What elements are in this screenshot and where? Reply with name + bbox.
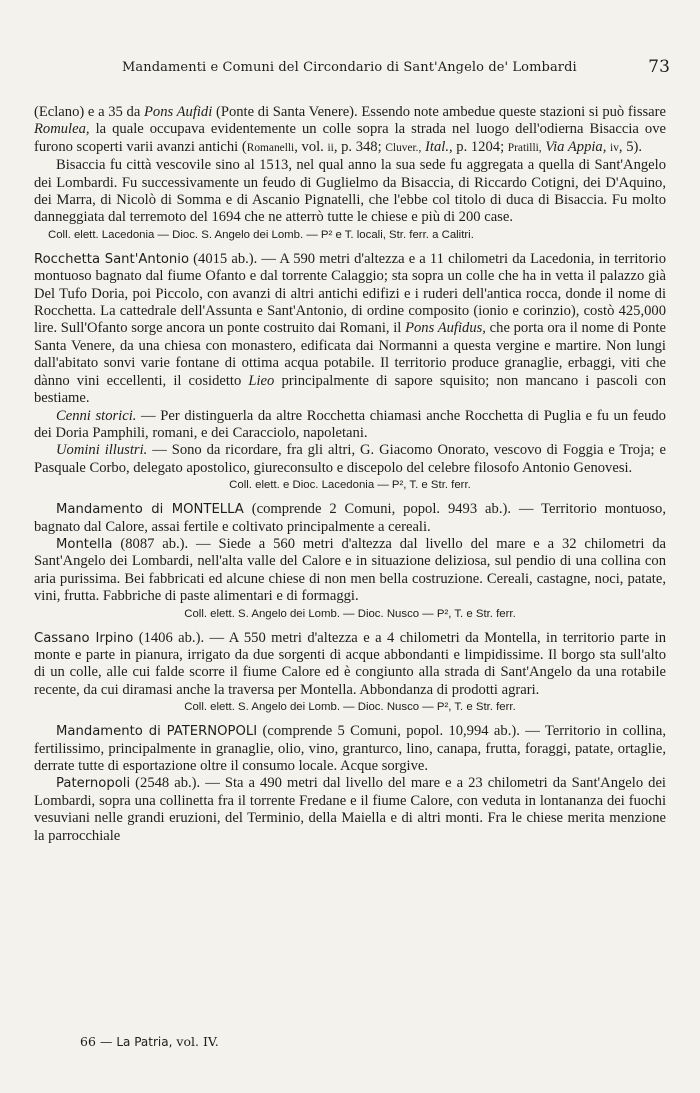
entry-mandamento-montella: Mandamento di MONTELLA (comprende 2 Comuni, popol. 9493 ab.). — Territorio montuoso, bagnato dal Calore, assai fertile e coltivato principalmente a cereali. (34, 501, 666, 535)
note-bisaccia: Coll. elett. Lacedonia — Dioc. S. Angelo dei Lomb. — P² e T. locali, Str. ferr. a Calitri. (48, 228, 474, 241)
entry-title-cassano: Cassano Irpino (34, 630, 134, 646)
entry-title-mandamento-montella: Mandamento di MONTELLA (56, 502, 244, 518)
page-footer (80, 1034, 219, 1049)
paragraph-cenni-storici: Cenni storici. — Per distinguerla da altre Rocchetta chiamasi anche Rocchetta di Puglia e fu un feudo dei Doria Pamphili, romani, e dei Caracciolo, napoletani. (34, 407, 666, 441)
entry-title-mandamento-paternopoli: Mandamento di PATERNOPOLI (56, 724, 258, 740)
entry-montella: Montella (8087 ab.). — Siede a 560 metri d'altezza dal livello del mare e a 32 chilometri da Sant'Angelo dei Lombardi, nell'alta valle del Calore e in situazione deliziosa, sul pendio di una collina con aria purissima. Bei fabbricati ed alcune chiese di non men bella costruzione. Cereali, castagne, noci, patate, vini, frutta. Fabbriche di paste alimentari e di formaggi. (34, 535, 666, 605)
footer-volume: vol. IV. (176, 1034, 219, 1049)
note-montella: Coll. elett. S. Angelo dei Lomb. — Dioc. Nusco — P², T. e Str. ferr. (184, 607, 516, 620)
entry-title-rocchetta: Rocchetta Sant'Antonio (34, 251, 190, 267)
entry-rocchetta: Rocchetta Sant'Antonio (4015 ab.). — A 590 metri d'altezza e a 11 chilometri da Lacedonia, in territorio montuoso bagnato dal fiume Ofanto e dal torrente Calaggio; sta sopra un colle che ha in vetta il palazzo già Del Tufo Doria, poi Piccolo, con avanzi di altri antichi edifizi e i ruderi dell'antica rocca, donde il nome di Rocchetta. La cattedrale dell'Assunta e Sant'Antonio, di ordine composito (ionio e corinzio), costò 425,000 lire. Sull'Ofanto sorge ancora un ponte costruito dai Romani, il Pons Aufidus, che porta ora il nome di Ponte Santa Venere, da una chiesa con monastero, edificata dai Normanni a questa vergine e martire. Non lungi dall'abitato sonvi varie fontane di ottima acqua potabile. Il territorio produce granaglie, erbaggi, viti che dànno vini eccellenti, il cosidetto Lieo principalmente di sapore squisito; non mancano i pascoli con bestiame. (34, 250, 666, 407)
footer-title: La Patria, (116, 1035, 173, 1049)
paragraph-uomini-illustri: Uomini illustri. — Sono da ricordare, fra gli altri, G. Giacomo Onorato, vescovo di Foggia e Troja; e Pasquale Corbo, delegato apostolico, giureconsulto e discepolo del celebre filosofo Antonio Genovesi. (34, 442, 666, 476)
running-title: Mandamenti e Comuni del Circondario di Sant'Angelo de' Lombardi (122, 60, 577, 75)
entry-title-montella: Montella (56, 536, 113, 552)
entry-cassano: Cassano Irpino (1406 ab.). — A 550 metri d'altezza e a 4 chilometri da Montella, in territorio parte in monte e parte in pianura, irrigato da due sorgenti di acque abbondanti e limpidissime. Il borgo sta sull'alto di un colle, alle cui falde scorre il fiume Calore ed è congiunto alla strada di Sant'Angelo da una rotabile recente, da cui diramasi anche la traversa per Montella. Abbondanza di prodotti agrari. (34, 629, 666, 698)
entry-title-paternopoli: Paternopoli (56, 776, 131, 792)
footer-number: 66 — (80, 1034, 113, 1049)
entry-paternopoli: Paternopoli (2548 ab.). — Sta a 490 metri dal livello del mare e a 23 chilometri da Sant'Angelo dei Lombardi, sopra una collinetta fra il torrente Fredane e il fiume Calore, con veduta in lontananza dei fuochi vesuviani nelle grandi eruzioni, del Terminio, della Maiella e di altri monti. Fra le chiese merita menzione la parrocchiale (34, 775, 666, 844)
paragraph-bisaccia-history: Bisaccia fu città vescovile sino al 1513, nel qual anno la sua sede fu aggregata a quella di Sant'Angelo dei Lombardi. Fu successivamente un feudo di Guglielmo da Bisaccia, di Riccardo Cotigni, dei D'Aquino, dei Marra, di Nicolò di Somma e di Ascanio Pignatelli, che l'ebbe col titolo di duca di Bisaccia. Fu molto danneggiata dal terremoto del 1694 che ne atterrò tutte le chiese e più di 200 case. (34, 157, 666, 226)
entry-mandamento-paternopoli: Mandamento di PATERNOPOLI (comprende 5 Comuni, popol. 10,994 ab.). — Territorio in collina, fertilissimo, principalmente in granaglie, olio, vino, granturco, lino, canapa, frutta, foraggi, patate, ortaglie, derrate tutte di esportazione oltre il consumo locale. Acque sorgive. (34, 723, 666, 774)
note-cassano: Coll. elett. S. Angelo dei Lomb. — Dioc. Nusco — P², T. e Str. ferr. (184, 701, 516, 714)
body-text (34, 104, 666, 845)
page-number: 73 (648, 57, 670, 77)
note-rocchetta: Coll. elett. e Dioc. Lacedonia — P², T. e Str. ferr. (229, 479, 471, 492)
paragraph-bisaccia-sources: (Eclano) e a 35 da Pons Aufidi (Ponte di Santa Venere). Essendo note ambedue queste stazioni si può fissare Romulea, la quale occupava evidentemente un colle sopra la strada nel luogo dell'odierna Bisaccia ove furono scoperti varii avanzi antichi (Romanelli, vol. ii, p. 348; Cluver., Ital., p. 1204; Pratilli, Via Appia, iv, 5). (34, 104, 666, 155)
